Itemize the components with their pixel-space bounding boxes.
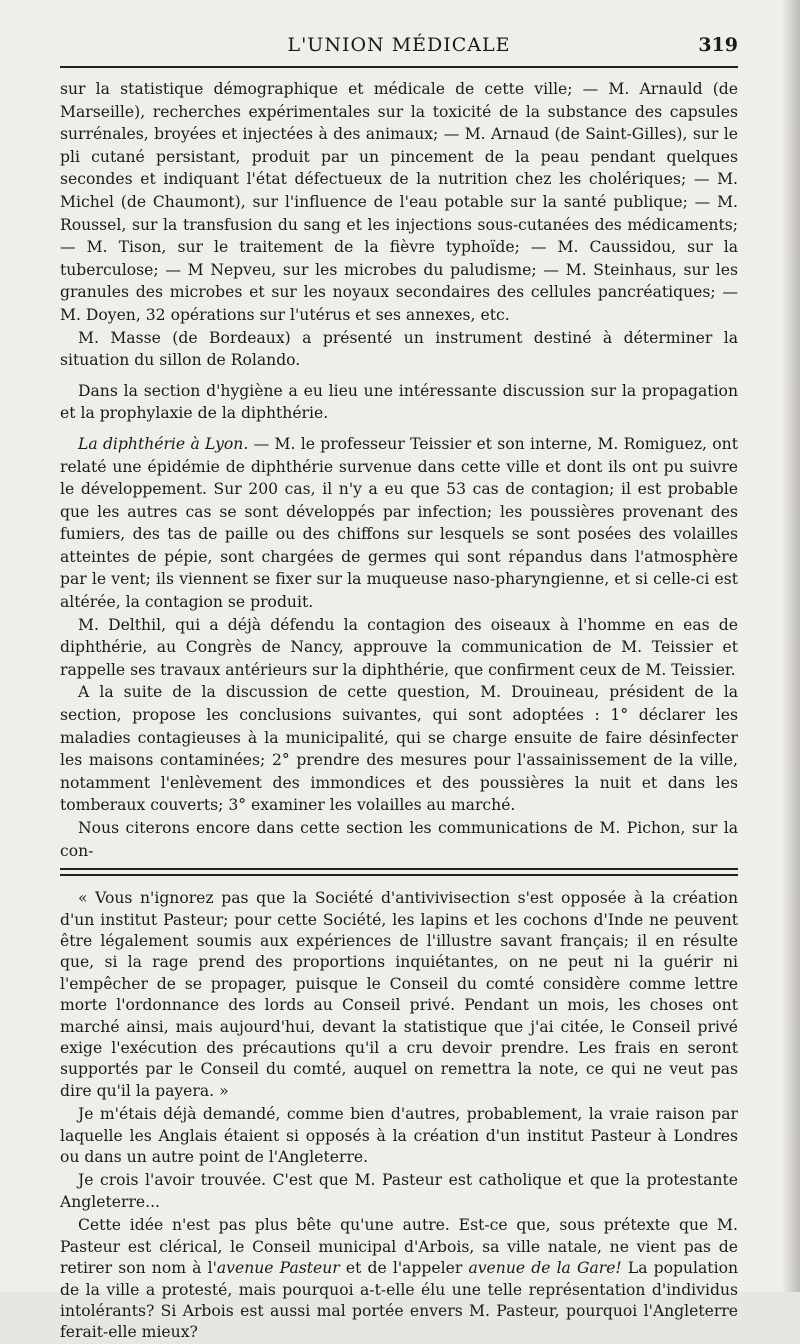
diphtheria-body: M. le professeur Teissier et son interne, M. Romiguez, ont relaté une épidémie de diphthérie survenue dans cette ville et dont ils ont pu suivre le développement. Sur 200 cas, il n'y a eu que 53 cas de contagion; il est probable que les autres cas se sont développés par infection; les poussières provenant des fumiers, des tas de paille ou des chiffons sur lesquels se sont posées des volailles atteintes de pépie, sont chargées de germes qui sont répandus dans l'atmosphère par le vent; ils viennent se fixer sur la muqueuse naso-pharyngienne, et si celle-ci est altérée, la contagion se produit. — [60, 434, 738, 612]
arbois-text-3: La population de la ville a protesté, mais pourquoi a-t-elle élu une telle représentation d'individus intolérants? Si Arbois est aussi mal portée envers M. Pasteur, pourquoi l'Angleterre ferait-elle mieux? — [60, 1259, 738, 1342]
paragraph-catholic-reason: Je crois l'avoir trouvée. C'est que M. Pasteur est catholique et que la protestante Angleterre... — [60, 1171, 738, 1211]
main-article-text — [60, 78, 738, 862]
arbois-avenue-pasteur: avenue Pasteur — [216, 1259, 340, 1278]
diphtheria-heading: La diphthérie à Lyon. — — [78, 434, 270, 453]
paragraph-drouineau-conclusions: A la suite de la discussion de cette question, M. Drouineau, président de la section, propose les conclusions suivantes, qui sont adoptées : 1° déclarer les maladies contagieuses à la municipalité, qui se charge ensuite de faire désinfecter les maisons contaminées; 2° prendre des mesures pour l'assainissement de la ville, notamment l'enlèvement des immondices et des poussières la nuit et dans les tomberaux couverts; 3° examiner les volailles au marché. — [60, 683, 738, 815]
page-edge-shadow — [782, 0, 800, 1292]
arbois-text-1: Cette idée n'est pas plus bête qu'une autre. Est-ce que, sous prétexte que M. Pasteur est clérical, le Conseil municipal d'Arbois, sa ville natale, ne vient pas de retirer son nom à l' — [60, 1216, 738, 1278]
paragraph-hygiene-section: Dans la section d'hygiène a eu lieu une intéressante discussion sur la propagation et la prophylaxie de la diphthérie. — [60, 381, 738, 423]
feuilleton-text — [60, 888, 738, 1344]
arbois-avenue-gare: avenue de la Gare! — [468, 1259, 622, 1278]
paragraph-delthil: M. Delthil, qui a déjà défendu la contagion des oiseaux à l'homme en eas de diphthérie, au Congrès de Nancy, approuve la communication de M. Teissier et rappelle ses travaux antérieurs sur la diphthérie, que confirment ceux de M. Teissier. — [60, 615, 738, 679]
paragraph-arbois — [60, 1215, 738, 1343]
page-header — [60, 32, 738, 68]
paragraph-masse-instrument: M. Masse (de Bordeaux) a présenté un instrument destiné à déterminer la situation du sillon de Rolando. — [60, 328, 738, 370]
paragraph-antivivisection-quote: « Vous n'ignorez pas que la Société d'antivivisection s'est opposée à la création d'un institut Pasteur; pour cette Société, les lapins et les cochons d'Inde ne peuvent être légalement soumis aux expériences de l'illustre savant français; il en résulte que, si la rage prend des proportions inquiétantes, on ne peut ni la guérir ni l'empêcher de se propager, puisque le Conseil du comté considère comme lettre morte l'ordonnance des lords au Conseil privé. Pendant un mois, les choses ont marché ainsi, mais aujourd'hui, devant la statistique que j'ai citée, le Conseil privé exige l'exécution des précautions qu'il a cru devoir prendre. Les frais en seront supportés par le Conseil du comté, auquel on remettra la note, ce qui ne veut pas dire qu'il la payera. » — [60, 889, 738, 1100]
running-title: L'UNION MÉDICALE — [287, 34, 511, 56]
paragraph-diphtheria-lyon — [60, 433, 738, 614]
paragraph-english-opposition: Je m'étais déjà demandé, comme bien d'autres, probablement, la vraie raison par laquelle les Anglais étaient si opposés à la création d'un institut Pasteur à Londres ou dans un autre point de l'Angleterre. — [60, 1105, 738, 1167]
section-divider — [60, 868, 738, 876]
paragraph-pichon: Nous citerons encore dans cette section les communications de M. Pichon, sur la con- — [60, 819, 738, 860]
arbois-text-2: et de l'appeler — [339, 1259, 469, 1278]
paragraph-communications-list: sur la statistique démographique et médicale de cette ville; — M. Arnauld (de Marseille), recherches expérimentales sur la toxicité de la substance des capsules surrénales, broyées et injectées à des animaux; — M. Arnaud (de Saint-Gilles), sur le pli cutané persistant, produit par un pincement de la peau pendant quelques secondes et indiquant l'état défectueux de la nutrition chez les cholériques; — M. Michel (de Chaumont), sur l'influence de l'eau potable sur la santé publique; — M. Roussel, sur la transfusion du sang et les injections sous-cutanées des médicaments; — M. Tison, sur le traitement de la fièvre typhoïde; — M. Caussidou, sur la tuberculose; — M Nepveu, sur les microbes du paludisme; — M. Steinhaus, sur les granules des microbes et sur les noyaux secondaires des cellules pancréatiques; — M. Doyen, 32 opérations sur l'utérus et ses annexes, etc. — [60, 80, 738, 324]
page-number: 319 — [698, 34, 738, 56]
